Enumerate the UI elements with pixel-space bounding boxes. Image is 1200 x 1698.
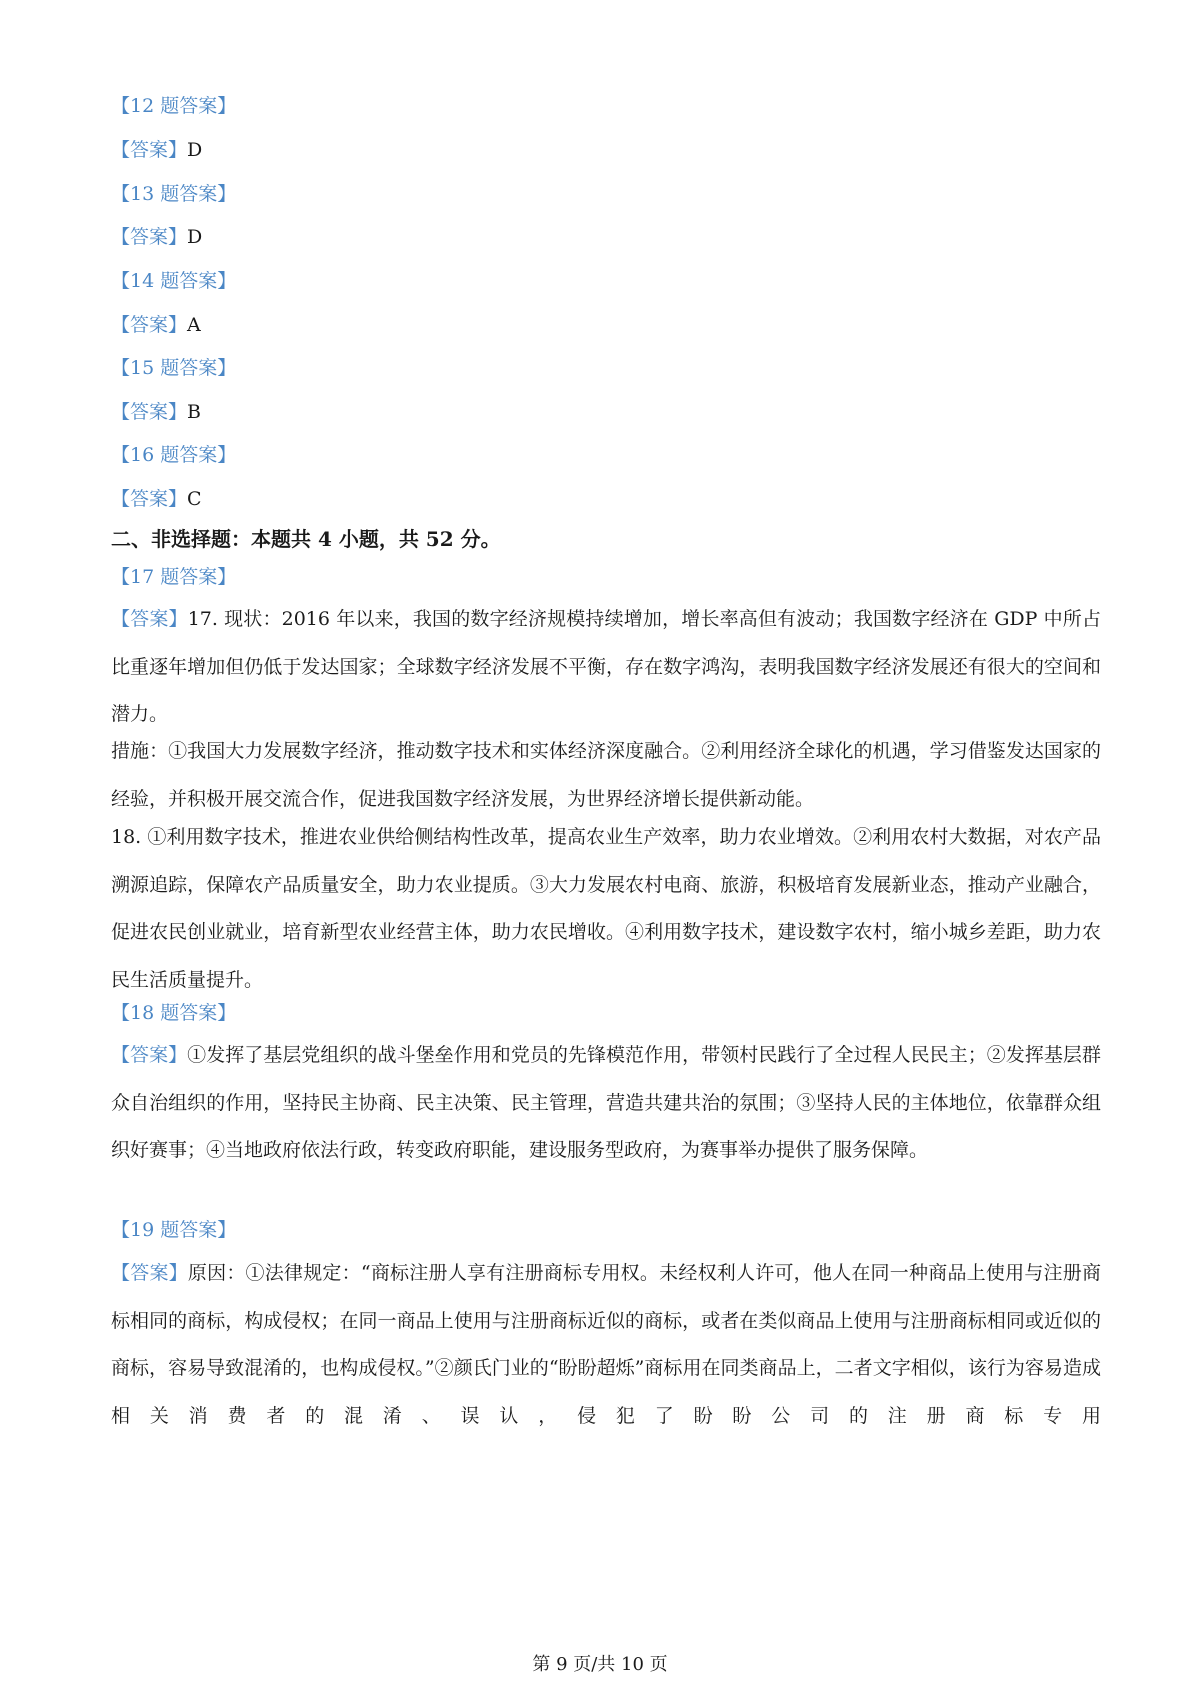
page-number: 第 9 页/共 10 页 [532, 1654, 668, 1675]
answer-19-text: 原因：①法律规定：“商标注册人享有注册商标专用权。未经权利人许可，他人在同一种商品上使用与注册商标相同的商标，构成侵权；在同一商品上使用与注册商标近似的商标，或者在类似商品上使用与注册商标相同或近似的商标，容易导致混淆的，也构成侵权。”②颜氏门业的“盼盼超烁”商标用在同类商品上，二者文字相似，该行为容易造成相关消费者的混淆、误认，侵犯了盼盼公司的注册商标专用 [111, 1262, 1101, 1427]
answer-value: D [187, 226, 203, 248]
answer-label: 【答案】 [111, 1262, 188, 1284]
answer-18-paragraph [111, 1032, 1101, 1175]
answer-17-paragraph-2: 措施：①我国大力发展数字经济，推动数字技术和实体经济深度融合。②利用经济全球化的机遇，学习借鉴发达国家的经验，并积极开展交流合作，促进我国数字经济发展，为世界经济增长提供新动能。 [111, 740, 1101, 810]
answer-17-paragraph-3: 18. ①利用数字技术，推进农业供给侧结构性改革，提高农业生产效率，助力农业增效。②利用农村大数据，对农产品溯源追踪，保障农产品质量安全，助力农业提质。③大力发展农村电商、旅游，积极培育发展新业态，推动产业融合，促进农民创业就业，培育新型农业经营主体，助力农民增收。④利用数字技术，建设数字农村，缩小城乡差距，助力农民生活质量提升。 [111, 826, 1101, 991]
answer-14-line [111, 313, 201, 337]
answer-19-heading: 【19 题答案】 [111, 1219, 237, 1241]
answer-value: C [187, 488, 202, 510]
answer-12-line [111, 138, 202, 162]
answer-12-heading: 【12 题答案】 [111, 95, 237, 117]
answer-14-heading: 【14 题答案】 [111, 270, 237, 292]
answer-label: 【答案】 [111, 608, 188, 630]
answer-label: 【答案】 [111, 314, 188, 336]
answer-16-heading: 【16 题答案】 [111, 444, 237, 466]
answer-18-text: ①发挥了基层党组织的战斗堡垒作用和党员的先锋模范作用，带领村民践行了全过程人民民主；②发挥基层群众自治组织的作用，坚持民主协商、民主决策、民主管理，营造共建共治的氛围；③坚持人民的主体地位，依靠群众组织好赛事；④当地政府依法行政，转变政府职能，建设服务型政府，为赛事举办提供了服务保障。 [111, 1044, 1101, 1162]
answer-label: 【答案】 [111, 139, 188, 161]
answer-label: 【答案】 [111, 401, 188, 423]
answer-label: 【答案】 [111, 488, 188, 510]
answer-17-text: 17. 现状：2016 年以来，我国的数字经济规模持续增加，增长率高但有波动；我国数字经济在 GDP 中所占比重逐年增加但仍低于发达国家；全球数字经济发展不平衡，存在数字鸿沟，表明我国数字经济发展还有很大的空间和潜力。 [111, 608, 1101, 726]
answer-17-paragraph-1 [111, 596, 1101, 739]
answer-13-heading: 【13 题答案】 [111, 183, 237, 205]
answer-19-paragraph [111, 1250, 1101, 1440]
answer-value: D [187, 139, 203, 161]
answer-18-heading: 【18 题答案】 [111, 1002, 237, 1024]
answer-15-line [111, 400, 201, 424]
answer-value: B [187, 401, 201, 423]
answer-label: 【答案】 [111, 226, 188, 248]
answer-15-heading: 【15 题答案】 [111, 357, 237, 379]
answer-16-line [111, 487, 202, 511]
section-title: 二、非选择题：本题共 4 小题，共 52 分。 [111, 527, 501, 551]
answer-label: 【答案】 [111, 1044, 188, 1066]
answer-value: A [187, 314, 201, 336]
answer-13-line [111, 225, 202, 249]
answer-17-heading: 【17 题答案】 [111, 566, 237, 588]
